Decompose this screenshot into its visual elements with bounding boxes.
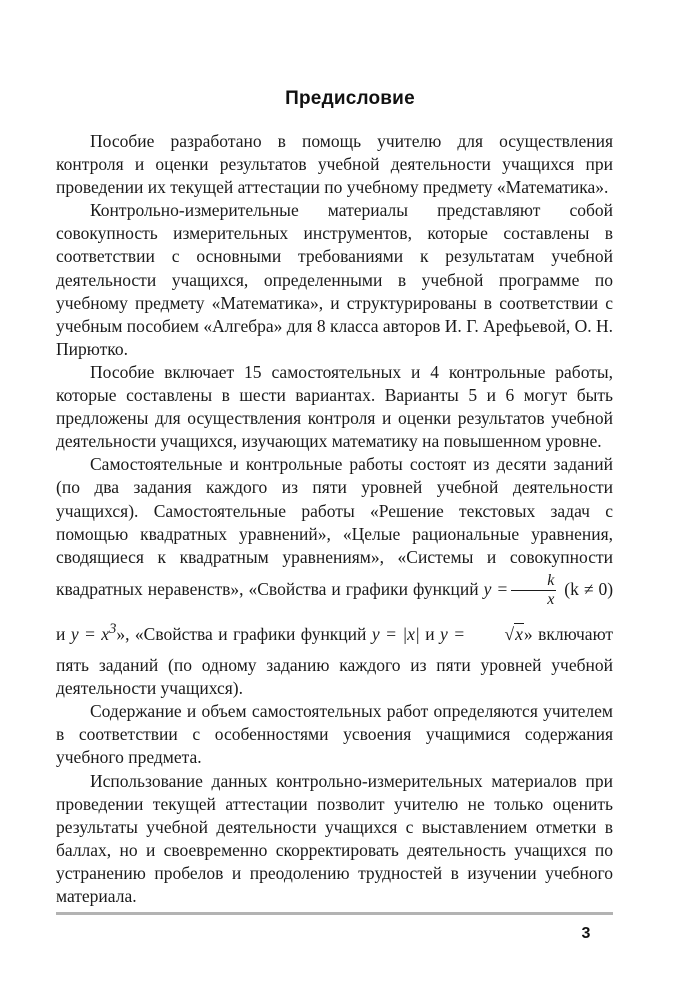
exponent-3: 3 bbox=[109, 621, 117, 638]
paragraph-4-text-a: Самостоятельные и контрольные работы состоят из десяти заданий (по два задания каждого из пяти уровней учебной деятельности учащихся). Самостоятельные работы «Решение текстовых задач с помощью квадратных уравнений», «Целые рациональные уравнения, сводящиеся к квадратным уравнениям», «Системы и совокупности квадратных неравенств», «Свойства и графики функций bbox=[56, 454, 613, 599]
paragraph-5: Содержание и объем самостоятельных работ определяются учителем в соответствии с особенностями усвоения учащимися содержания учебного предмета. bbox=[56, 701, 613, 768]
paragraph-4-text-c: » включают пять заданий (по одному заданию каждого из пяти уровней учебной деятельности учащихся). bbox=[56, 624, 614, 699]
formula-y-eq-k-over-x: y = $\frac{k}{x}$ bbox=[483, 572, 555, 609]
page-number: 3 bbox=[581, 925, 591, 942]
preface-text bbox=[56, 130, 613, 908]
paragraph-1: Пособие разработано в помощь учителю для осуществления контроля и оценки результатов учебной деятельности учащихся при проведении их текущей аттестации по учебному предмету «Математика». bbox=[56, 131, 613, 198]
conjunction-and-2: и bbox=[425, 624, 435, 645]
formula-y-eq-abs-x: y = |x| bbox=[371, 624, 420, 645]
sqrt-radicand: x bbox=[515, 624, 523, 645]
abs-x: |x| bbox=[402, 624, 420, 645]
sqrt-symbol: √ bbox=[504, 624, 515, 645]
paragraph-4 bbox=[56, 453, 613, 700]
footer-rule bbox=[56, 912, 613, 915]
page-title: Предисловие bbox=[285, 88, 415, 109]
paragraph-4-text-b: », «Свойства и графики функций bbox=[116, 624, 367, 645]
paragraph-2: Контрольно-измерительные материалы представляют собой совокупность измерительных инструментов, которые составлены в соответствии с основными требованиями к результатам учебной деятельности учащихся, определенными в учебной программе по учебному предмету «Математика», и структурированы в соответствии с учебным пособием «Алгебра» для 8 класса авторов И. Г. Арефьевой, О. Н. Пирютко. bbox=[56, 200, 613, 359]
paragraph-3: Пособие включает 15 самостоятельных и 4 контрольные работы, которые составлены в шести вариантах. Варианты 5 и 6 могут быть предложены для осуществления контроля и оценки результатов учебной деятельности учащихся, изучающих математику на повышенном уровне. bbox=[56, 361, 613, 452]
fraction-k-over-x bbox=[511, 572, 556, 609]
paragraph-6: Использование данных контрольно-измерительных материалов при проведении текущей аттестации позволит учителю не только оценить результаты учебной деятельности учащихся с выставлением отметки в баллах, но и своевременно скорректировать деятельность учащихся по устранению пробелов и преодолению трудностей в изучении учебного материала. bbox=[56, 770, 613, 907]
formula-y-eq-sqrt-x: y = √x bbox=[440, 624, 524, 644]
condition-k-nonzero: (k ≠ 0) bbox=[564, 578, 614, 599]
fraction-numerator: k bbox=[511, 572, 556, 591]
conjunction-and-1: и bbox=[56, 624, 66, 645]
formula-y-eq-x-cubed: $y = x^3$ bbox=[70, 621, 117, 645]
sqrt-x bbox=[471, 623, 524, 646]
fraction-denominator: x bbox=[547, 591, 555, 609]
